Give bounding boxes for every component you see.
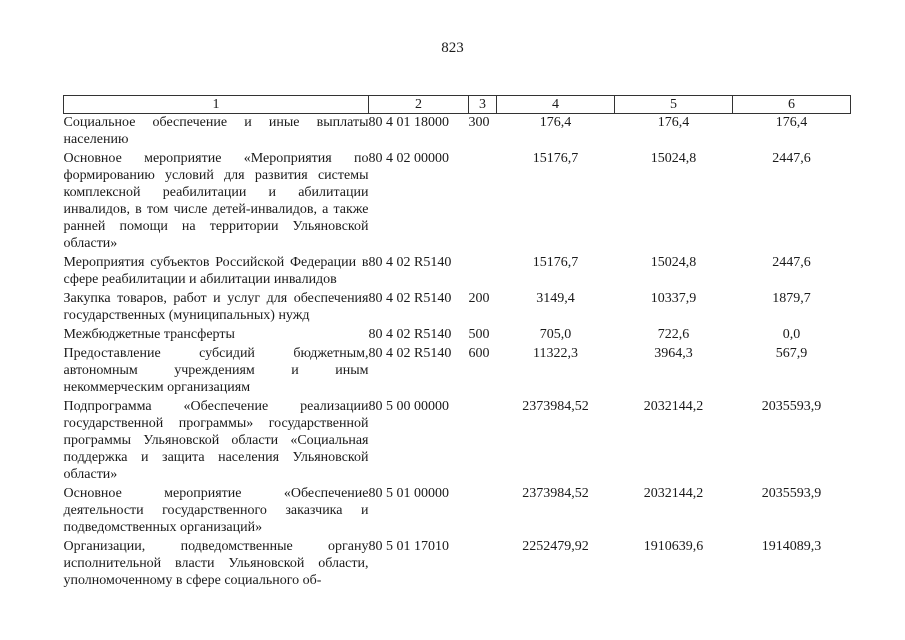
row-type [469,150,497,254]
row-type: 200 [468,291,490,306]
row-value-4: 2373984,52 [522,486,589,501]
row-code: 80 4 01 18000 [368,115,449,130]
row-type: 300 [468,115,490,130]
budget-table [63,95,851,591]
row-type [469,254,497,290]
column-header: 5 [615,96,733,114]
table-header-row [64,96,851,114]
row-name: Межбюджетные трансферты [63,327,235,342]
row-value-6: 2035593,9 [761,486,822,501]
table-row [64,254,851,290]
row-name: Подпрограмма «Обеспечение реализации государственной программы» государственной программы Ульяновской области «Социальная поддержка и защита населения Ульяновской области» [63,399,369,482]
table-row [64,398,851,485]
row-value-4: 3149,4 [536,291,575,306]
table-row [64,114,851,151]
row-value-4: 2373984,52 [522,399,589,414]
row-type: 600 [468,346,490,361]
row-name: Организации, подведомственные органу исполнительной власти Ульяновской области, уполномоченному в сфере социального об- [63,539,369,588]
row-value-6: 2447,6 [772,255,811,270]
row-code: 80 5 01 17010 [368,539,449,554]
row-value-5: 2032144,2 [643,399,704,414]
row-code: 80 4 02 R5140 [368,346,452,361]
row-value-6: 1914089,3 [761,539,822,554]
row-code: 80 5 00 00000 [368,399,449,414]
column-header: 6 [733,96,851,114]
row-value-6: 176,4 [775,115,808,130]
row-value-6: 2447,6 [772,151,811,166]
row-value-4: 705,0 [539,327,572,342]
row-type [469,485,497,538]
row-name: Основное мероприятие «Обеспечение деятельности государственного заказчика и подведомственных организаций» [63,486,369,535]
row-value-5: 722,6 [657,327,690,342]
row-value-4: 176,4 [539,115,572,130]
row-code: 80 4 02 R5140 [368,291,452,306]
row-name: Социальное обеспечение и иные выплаты населению [63,115,369,147]
row-code: 80 4 02 R5140 [368,327,452,342]
row-value-6: 567,9 [775,346,808,361]
row-value-4: 2252479,92 [522,539,589,554]
table-row [64,290,851,326]
table-row [64,538,851,591]
row-value-5: 3964,3 [654,346,693,361]
table-row [64,485,851,538]
row-type [469,538,497,591]
row-value-6: 1879,7 [772,291,811,306]
row-code: 80 4 02 R5140 [368,255,452,270]
row-value-5: 2032144,2 [643,486,704,501]
page-number: 823 [441,40,464,56]
row-code: 80 5 01 00000 [368,486,449,501]
row-name: Предоставление субсидий бюджетным, автономным учреждениям и иным некоммерческим организациям [63,346,369,395]
table-row [64,345,851,398]
row-value-4: 15176,7 [532,151,579,166]
row-type: 500 [468,327,490,342]
table-row [64,326,851,345]
row-value-5: 1910639,6 [643,539,704,554]
row-name: Основное мероприятие «Мероприятия по формированию условий для развития системы комплексной реабилитации и абилитации инвалидов, в том числе детей-инвалидов, а также ранней помощи на территории Ульяновской области» [63,151,369,251]
column-header: 4 [497,96,615,114]
row-type [469,398,497,485]
table-row [64,150,851,254]
column-header: 3 [469,96,497,114]
column-header: 2 [369,96,469,114]
column-header: 1 [64,96,369,114]
row-value-5: 15024,8 [650,151,697,166]
row-value-5: 15024,8 [650,255,697,270]
row-name: Закупка товаров, работ и услуг для обеспечения государственных (муниципальных) нужд [63,291,369,323]
row-value-5: 176,4 [657,115,690,130]
row-name: Мероприятия субъектов Российской Федерации в сфере реабилитации и абилитации инвалидов [63,255,369,287]
row-value-4: 11322,3 [533,346,578,361]
row-value-6: 2035593,9 [761,399,822,414]
row-value-5: 10337,9 [650,291,697,306]
row-value-4: 15176,7 [532,255,579,270]
row-code: 80 4 02 00000 [368,151,449,166]
row-value-6: 0,0 [782,327,801,342]
